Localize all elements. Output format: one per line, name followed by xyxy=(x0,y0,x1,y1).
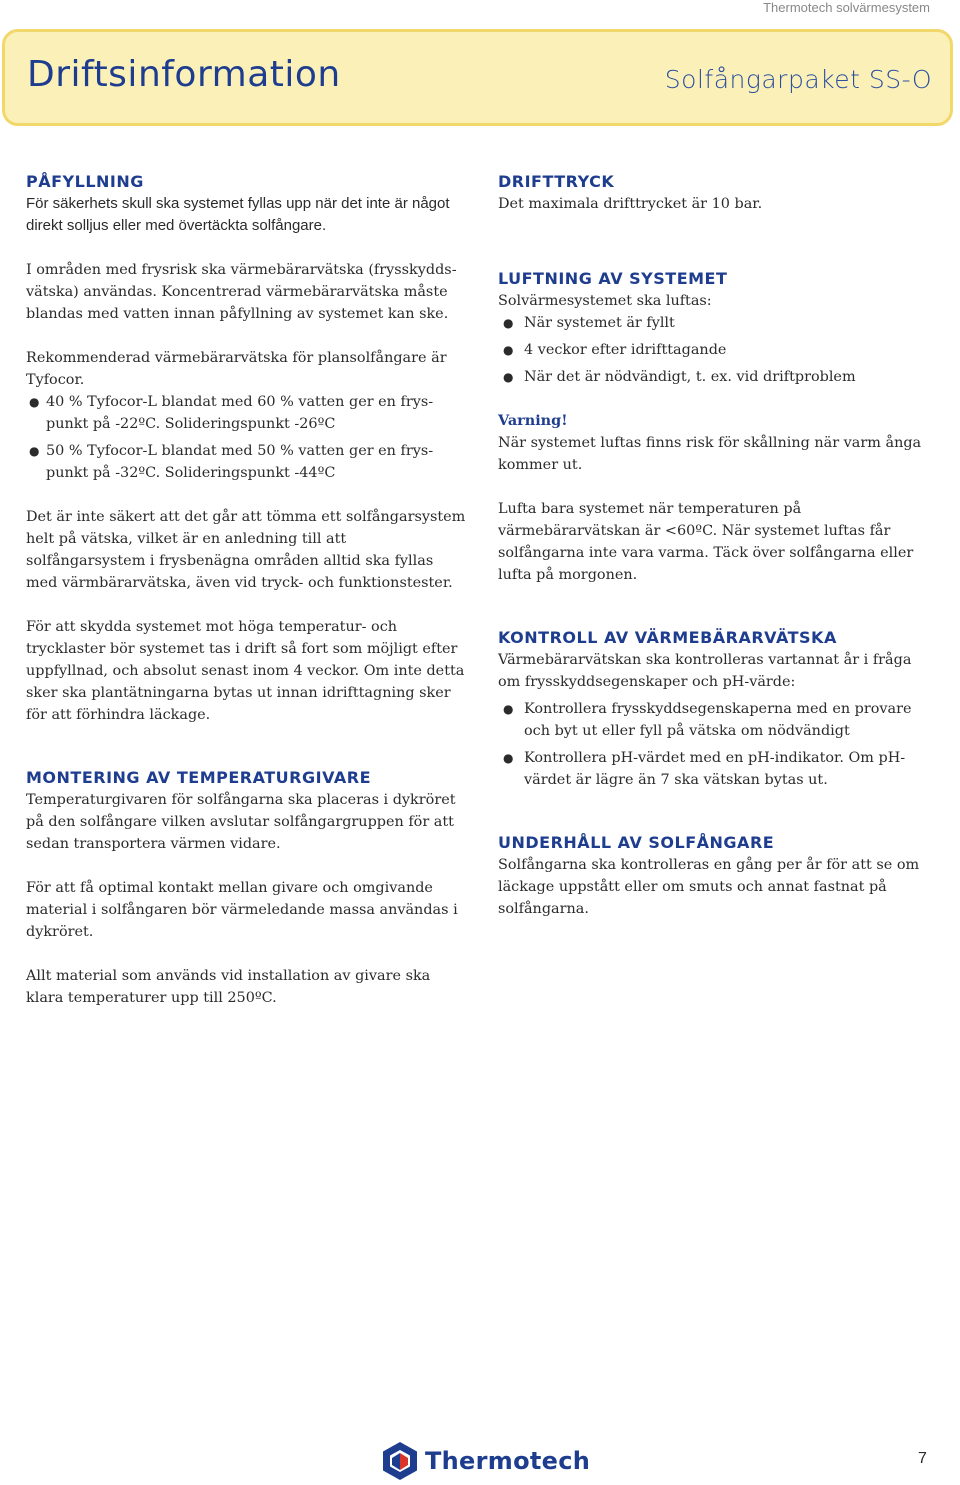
list-item xyxy=(498,339,938,361)
luftning-list xyxy=(498,312,938,388)
paragraph: När systemet luftas finns risk för skållning när varm ånga kommer ut. xyxy=(498,435,922,473)
document-header-label: Thermotech solvärmesystem xyxy=(763,0,930,15)
list-item xyxy=(498,747,938,791)
section-heading-montering: MONTERING AV TEMPERATURGIVARE xyxy=(26,768,371,787)
paragraph: Det maximala drifttrycket är 10 bar. xyxy=(498,196,763,212)
paragraph: Rekommenderad värmebärarvätska för plansolfångare är Tyfocor. xyxy=(26,350,447,388)
section-heading-luftning: LUFTNING AV SYSTEMET xyxy=(498,269,728,288)
page-number: 7 xyxy=(918,1450,927,1467)
list-item-text: När det är nödvändigt, t. ex. vid driftproblem xyxy=(524,369,856,385)
section-heading-kontroll: KONTROLL AV VÄRMEBÄRARVÄTSKA xyxy=(498,628,837,647)
list-item-text: Kontrollera frysskyddsegenskaperna med en provare och byt ut eller fyll på vätska om nödvändigt xyxy=(524,701,912,739)
list-item xyxy=(26,440,466,484)
page-title: Driftsinformation xyxy=(27,54,341,95)
section-heading-pafyllning: PÅFYLLNING xyxy=(26,172,144,191)
section-heading-underhall: UNDERHÅLL AV SOLFÅNGARE xyxy=(498,833,775,852)
list-item xyxy=(26,391,466,435)
bullet-icon: ● xyxy=(503,702,514,716)
bullet-icon: ● xyxy=(503,751,514,765)
bullet-icon: ● xyxy=(503,316,514,330)
bullet-icon: ● xyxy=(503,370,514,384)
paragraph: Allt material som används vid installation av givare ska klara temperaturer upp till 250ºC. xyxy=(26,968,431,1006)
list-item xyxy=(498,312,938,334)
list-item-text: När systemet är fyllt xyxy=(524,315,675,331)
paragraph: Solvärmesystemet ska luftas: xyxy=(498,293,712,309)
warning-heading: Varning! xyxy=(498,412,568,429)
product-subtitle: Solfångarpaket SS-O xyxy=(664,65,932,94)
paragraph: Det är inte säkert att det går att tömma ett solfångarsystem helt på vätska, vilket är en anledning till att solfångarsystem i frysbenägna områden alltid ska fyllas med värmbärarvätska, även vid tryck- och funktionstester. xyxy=(26,509,466,591)
list-item xyxy=(498,698,938,742)
section-heading-drifttryck: DRIFTTRYCK xyxy=(498,172,615,191)
bullet-icon: ● xyxy=(29,395,40,409)
paragraph: För att få optimal kontakt mellan givare och omgivande material i solfångaren bör värmeledande massa användas i dykröret. xyxy=(26,880,458,940)
paragraph: För säkerhets skull ska systemet fyllas upp när det inte är något direkt solljus eller med övertäckta solfångare. xyxy=(26,195,450,234)
right-column xyxy=(498,172,938,942)
paragraph: Lufta bara systemet när temperaturen på värmebärarvätskan är <60ºC. När systemet luftas får solfångarna inte vara varma. Täck över solfångarna eller lufta på morgonen. xyxy=(498,501,914,583)
list-item-text: 4 veckor efter idrifttagande xyxy=(524,342,727,358)
paragraph: Solfångarna ska kontrolleras en gång per år för att se om läckage uppstått eller om smuts och annat fastnat på solfångarna. xyxy=(498,857,920,917)
paragraph: I områden med frysrisk ska värmebärarvätska (frysskydds-vätska) användas. Koncentrerad värmebärarvätska måste blandas med vatten innan påfyllning av systemet kan ske. xyxy=(26,262,457,322)
bullet-icon: ● xyxy=(503,343,514,357)
thermotech-logo xyxy=(381,1441,590,1481)
paragraph: För att skydda systemet mot höga temperatur- och trycklaster bör systemet tas i drift så fort som möjligt efter uppfyllnad, och absolut senast inom 4 veckor. Om inte detta sker ska plantätningarna bytas ut innan idrifttagning sker för att förhindra läckage. xyxy=(26,619,465,723)
list-item-text: 50 % Tyfocor-L blandat med 50 % vatten ger en frys-punkt på -32ºC. Solideringspunkt -44ºC xyxy=(46,443,434,481)
thermotech-logo-icon xyxy=(381,1441,419,1481)
paragraph: Värmebärarvätskan ska kontrolleras vartannat år i fråga om frysskyddsegenskaper och pH-värde: xyxy=(498,652,912,690)
list-item xyxy=(498,366,938,388)
list-item-text: Kontrollera pH-värdet med en pH-indikator. Om pH-värdet är lägre än 7 ska vätskan bytas ut. xyxy=(524,750,906,788)
logo-wordmark: Thermotech xyxy=(425,1447,591,1475)
list-item-text: 40 % Tyfocor-L blandat med 60 % vatten ger en frys-punkt på -22ºC. Solideringspunkt -26ºC xyxy=(46,394,434,432)
kontroll-list xyxy=(498,698,938,791)
title-banner xyxy=(2,29,953,126)
paragraph: Temperaturgivaren för solfångarna ska placeras i dykröret på den solfångare vilken avslutar solfångargruppen för att sedan transportera värmen vidare. xyxy=(26,792,456,852)
bullet-icon: ● xyxy=(29,444,40,458)
left-column xyxy=(26,172,466,1031)
tyfocor-list xyxy=(26,391,466,484)
